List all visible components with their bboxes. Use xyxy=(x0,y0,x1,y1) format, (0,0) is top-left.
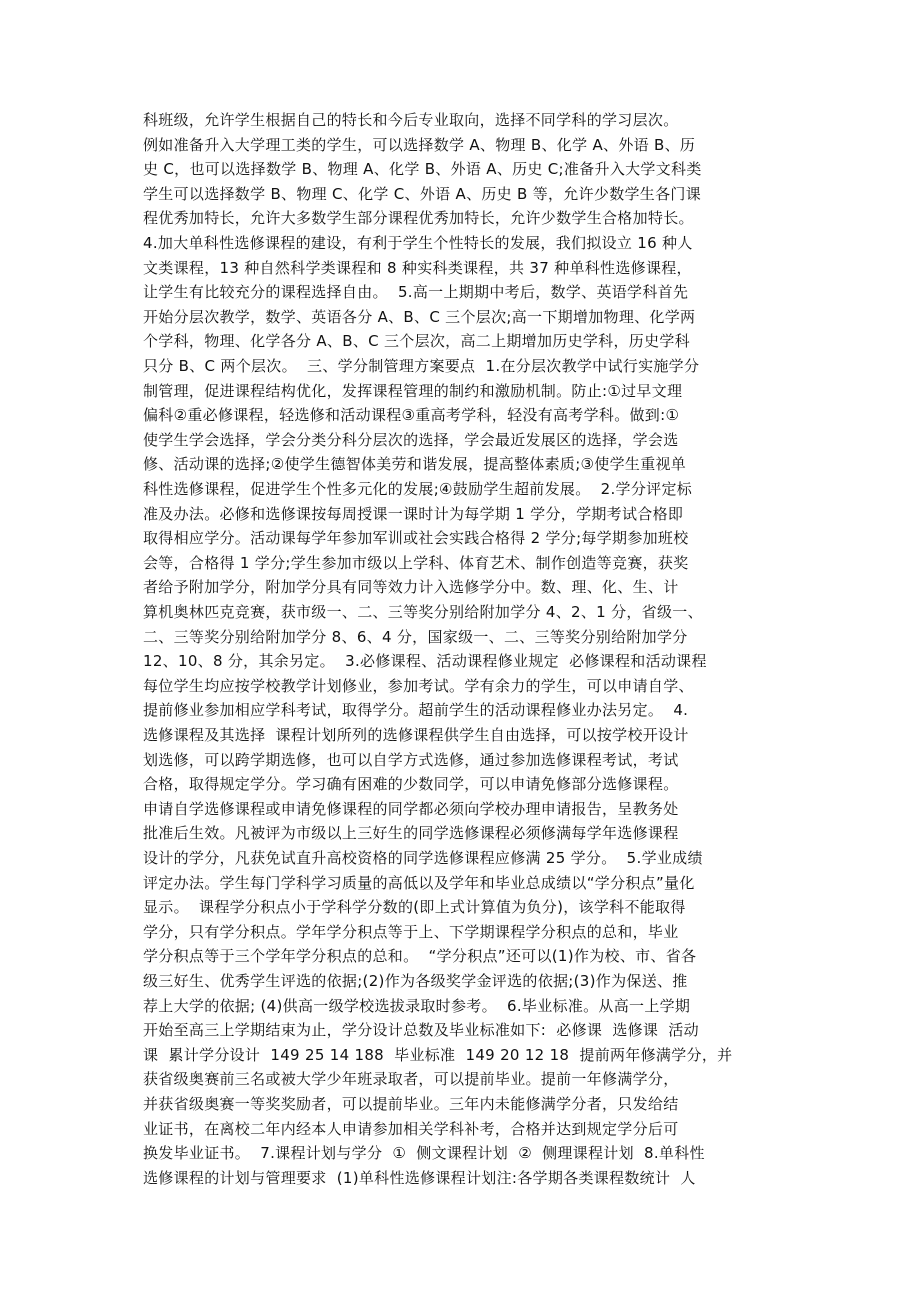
text-line: 显示。 课程学分积点小于学科学分数的(即上式计算值为负分)，该学科不能取得 xyxy=(143,898,686,917)
text-line: 学分，只有学分积点。学年学分积点等于上、下学期课程学分积点的总和，毕业 xyxy=(143,922,679,941)
text-line: 科班级，允许学生根据自己的特长和今后专业取向，选择不同学科的学习层次。 xyxy=(143,111,679,129)
text-line: 科性选修课程，促进学生个性多元化的发展;④鼓励学生超前发展。 2.学分评定标 xyxy=(143,480,693,498)
text-line: 取得相应学分。活动课每学年参加军训或社会实践合格得 2 学分;每学期参加班校 xyxy=(143,529,689,548)
text-line: 并获省级奥赛一等奖奖励者，可以提前毕业。三年内未能修满学分者，只发给结 xyxy=(143,1095,679,1113)
text-line: 获省级奥赛前三名或被大学少年班录取者，可以提前毕业。提前一年修满学分， xyxy=(143,1070,679,1089)
text-line: 换发毕业证书。 7.课程计划与学分 ① 侧文课程计划 ② 侧理课程计划 8.单科性 xyxy=(143,1144,705,1163)
text-line: 修、活动课的选择;②使学生德智体美劳和谐发展，提高整体素质;③使学生重视单 xyxy=(143,455,687,474)
text-line: 批准后生效。凡被评为市级以上三好生的同学选修课程必须修满每学年选修课程 xyxy=(143,824,679,843)
text-line: 每位学生均应按学校教学计划修业，参加考试。学有余力的学生，可以申请自学、 xyxy=(143,676,694,695)
text-line: 制管理，促进课程结构优化，发挥课程管理的制约和激励机制。防止:①过早文理 xyxy=(143,381,683,400)
text-line: 设计的学分，凡获免试直升高校资格的同学选修课程应修满 25 学分。 5.学业成绩 xyxy=(143,849,703,867)
text-line: 会等，合格得 1 学分;学生参加市级以上学科、体育艺术、制作创造等竞赛，获奖 xyxy=(143,553,689,572)
text-line: 申请自学选修课程或申请免修课程的同学都必须向学校办理申请报告，呈教务处 xyxy=(143,799,679,818)
text-line: 使学生学会选择，学会分类分科分层次的选择，学会最近发展区的选择，学会选 xyxy=(143,430,679,449)
text-line: 开始分层次教学，数学、英语各分 A、B、C 三个层次;高一下期增加物理、化学两 xyxy=(143,307,696,326)
text-line: 选修课程及其选择 课程计划所列的选修课程供学生自由选择，可以按学校开设计 xyxy=(143,726,689,744)
text-line: 史 C，也可以选择数学 B、物理 A、化学 B、外语 A、历史 C;准备升入大学文科类 xyxy=(143,160,702,179)
text-line: 合格，取得规定学分。学习确有困难的少数同学，可以申请免修部分选修课程。 xyxy=(143,775,679,794)
text-line: 让学生有比较充分的课程选择自由。 5.高一上期期中考后，数学、英语学科首先 xyxy=(143,283,689,302)
text-line: 开始至高三上学期结束为止，学分设计总数及毕业标准如下: 必修课 选修课 活动 xyxy=(143,1021,699,1040)
text-line: 者给予附加学分，附加学分具有同等效力计入选修学分中。数、理、化、生、计 xyxy=(143,578,679,597)
text-line: 只分 B、C 两个层次。 三、学分制管理方案要点 1.在分层次教学中试行实施学分 xyxy=(143,357,700,375)
text-line: 个学科，物理、化学各分 A、B、C 三个层次，高二上期增加历史学科，历史学科 xyxy=(143,332,690,351)
text-line: 选修课程的计划与管理要求 (1)单科性选修课程计划注:各学期各类课程数统计 人 xyxy=(143,1168,696,1187)
text-line: 级三好生、优秀学生评选的依据;(2)作为各级奖学金评选的依据;(3)作为保送、推 xyxy=(143,972,688,990)
text-line: 提前修业参加相应学科考试，取得学分。超前学生的活动课程修业办法另定。 4. xyxy=(143,701,689,720)
text-line: 4.加大单科性选修课程的建设，有利于学生个性特长的发展，我们拟设立 16 种人 xyxy=(143,234,693,252)
text-line: 准及办法。必修和选修课按每周授课一课时计为每学期 1 学分，学期考试合格即 xyxy=(143,504,684,523)
text-line: 程优秀加特长，允许大多数学生部分课程优秀加特长，允许少数学生合格加特长。 xyxy=(143,209,694,228)
text-line: 评定办法。学生每门学科学习质量的高低以及学年和毕业总成绩以“学分积点”量化 xyxy=(143,873,695,892)
text-line: 12、10、8 分，其余另定。 3.必修课程、活动课程修业规定 必修课程和活动课程 xyxy=(143,652,707,671)
text-line: 课 累计学分设计 149 25 14 188 毕业标准 149 20 12 18 提前两年修满学分，并 xyxy=(143,1045,733,1064)
text-line: 业证书，在离校二年内经本人申请参加相关学科补考，合格并达到规定学分后可 xyxy=(143,1119,679,1138)
text-line: 例如准备升入大学理工类的学生，可以选择数学 A、物理 B、化学 A、外语 B、历 xyxy=(143,135,696,154)
text-line: 算机奥林匹克竞赛，获市级一、二、三等奖分别给附加学分 4、2、1 分，省级一、 xyxy=(143,603,703,621)
text-line: 学分积点等于三个学年学分积点的总和。 “学分积点”还可以(1)作为校、市、省各 xyxy=(143,947,697,966)
text-line: 偏科②重必修课程，轻选修和活动课程③重高考学科，轻没有高考学科。做到:① xyxy=(143,406,680,425)
text-line: 文类课程，13 种自然科学类课程和 8 种实科类课程，共 37 种单科性选修课程， xyxy=(143,258,692,277)
text-line: 荐上大学的依据; (4)供高一级学校选拔录取时参考。 6.毕业标准。从高一上学期 xyxy=(143,996,691,1015)
text-line: 二、三等奖分别给附加学分 8、6、4 分，国家级一、二、三等奖分别给附加学分 xyxy=(143,627,688,646)
text-line: 学生可以选择数学 B、物理 C、化学 C、外语 A、历史 B 等，允许少数学生各门课 xyxy=(143,184,702,203)
text-line: 划选修，可以跨学期选修，也可以自学方式选修，通过参加选修课程考试，考试 xyxy=(143,750,679,769)
